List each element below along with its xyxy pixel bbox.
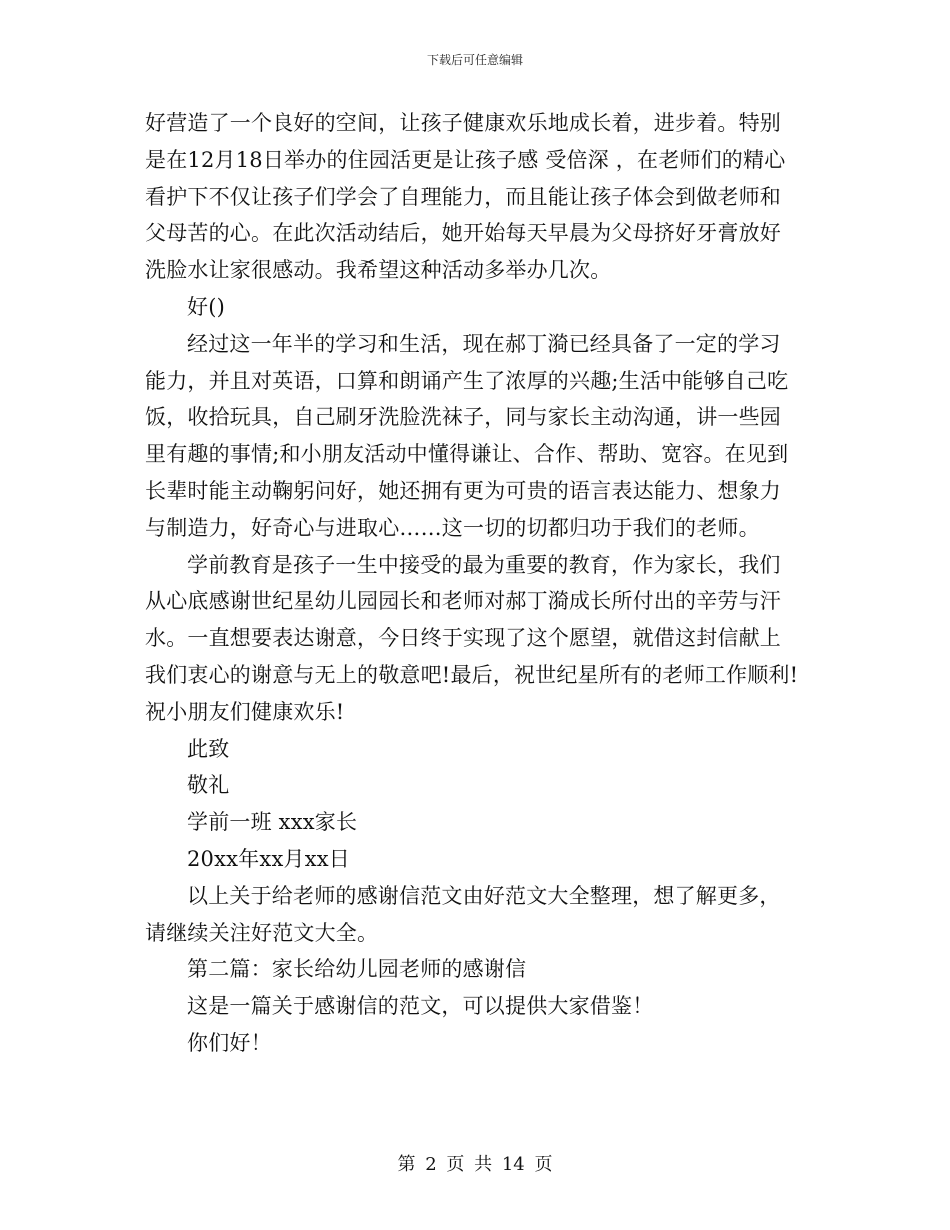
text-line: 与制造力，好奇心与进取心……这一切的切都归功于我们的老师。 (145, 515, 760, 540)
text-line: 能力，并且对英语，口算和朗诵产生了浓厚的兴趣;生活中能够自己吃 (145, 368, 789, 393)
document-body (145, 105, 815, 1062)
text-line: 好() (187, 294, 225, 319)
paragraph-start: 学前教育是孩子一生中接受的最为重要的教育，作为家长，我们 (187, 552, 781, 577)
closing-line: 敬礼 (187, 773, 230, 798)
page-number: 第 2 页 共 14 页 (397, 1154, 553, 1175)
text-line: 饭，收拾玩具，自己刷牙洗脸洗袜子，同与家长主动沟通，讲一些园 (145, 405, 781, 430)
date-line: 20xx年xx月xx日 (187, 846, 350, 871)
text-line: 我们衷心的谢意与无上的敬意吧!最后，祝世纪星所有的老师工作顺利! (145, 662, 799, 687)
page-header: 下载后可任意编辑 (426, 53, 523, 67)
text-line: 好营造了一个良好的空间，让孩子健康欢乐地成长着，进步着。特别 (145, 111, 781, 135)
text-line: 长辈时能主动鞠躬问好，她还拥有更为可贵的语言表达能力、想象力 (145, 478, 781, 503)
text-line: 祝小朋友们健康欢乐! (145, 699, 345, 724)
closing-line: 此致 (187, 736, 230, 761)
text-line: 这是一篇关于感谢信的范文，可以提供大家借鉴！ (187, 994, 654, 1019)
text-line: 里有趣的事情;和小朋友活动中懂得谦让、合作、帮助、宽容。在见到 (145, 442, 789, 467)
text-line: 看护下不仅让孩子们学会了自理能力，而且能让孩子体会到做老师和 (145, 184, 781, 209)
text-line: 是在12月18日举办的住园活更是让孩子感 受倍深 ，在老师们的精心 (145, 147, 786, 172)
text-line: 父母苦的心。在此次活动结后，她开始每天早晨为父母挤好牙膏放好 (145, 221, 781, 246)
paragraph-start: 以上关于给老师的感谢信范文由好范文大全整理，想了解更多， (187, 883, 781, 908)
signature-line: 学前一班 xxx家长 (187, 810, 358, 835)
paragraph-start: 经过这一年半的学习和生活，现在郝丁漪已经具备了一定的学习 (187, 331, 781, 356)
section-heading: 第二篇：家长给幼儿园老师的感谢信 (187, 957, 527, 982)
greeting-line: 你们好！ (187, 1030, 272, 1055)
text-line: 请继续关注好范文大全。 (145, 920, 379, 945)
text-line: 水。一直想要表达谢意，今日终于实现了这个愿望，就借这封信献上 (145, 626, 781, 651)
text-line: 洗脸水让家很感动。我希望这种活动多举办几次。 (145, 258, 612, 283)
text-line: 从心底感谢世纪星幼儿园园长和老师对郝丁漪成长所付出的辛劳与汗 (145, 589, 781, 614)
